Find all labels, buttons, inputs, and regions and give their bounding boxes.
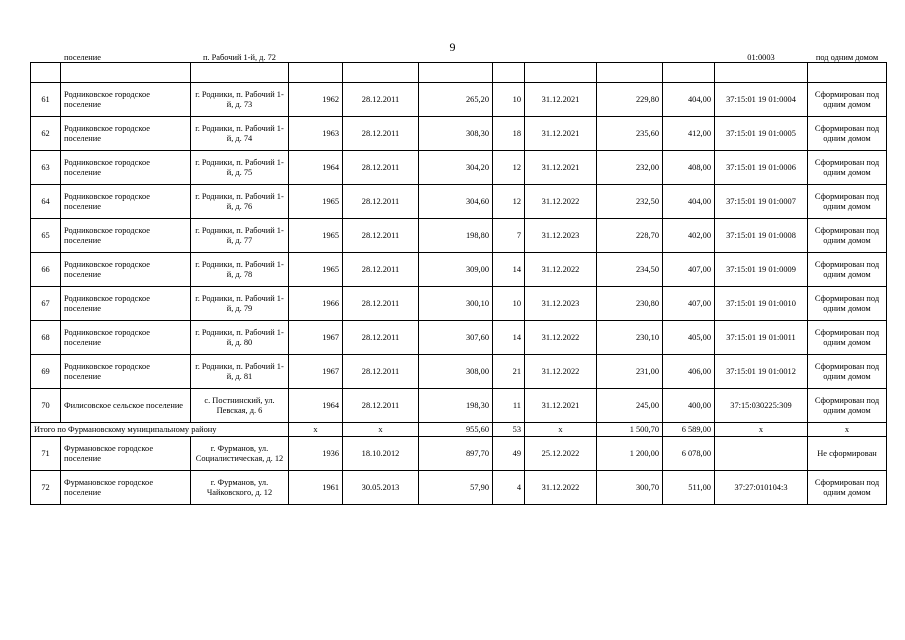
- cell-year: 1964: [289, 151, 343, 185]
- cell-date-recognized: 28.12.2011: [343, 253, 419, 287]
- table-row: [31, 151, 887, 185]
- cell-cost: 406,00: [663, 355, 715, 389]
- cell-year: 1961: [289, 471, 343, 505]
- cell-status: Сформирован под одним домом: [808, 321, 887, 355]
- cell-planned-date: 31.12.2022: [525, 321, 597, 355]
- cell-date-recognized: 28.12.2011: [343, 151, 419, 185]
- cell-settlement: Родниковское городское поселение: [61, 321, 191, 355]
- cell-planned-date: 31.12.2022: [525, 471, 597, 505]
- cell-date-recognized: 30.05.2013: [343, 471, 419, 505]
- cell-cost: 6 589,00: [663, 423, 715, 437]
- cell-num: 66: [31, 253, 61, 287]
- cell-settlement: Родниковское городское поселение: [61, 355, 191, 389]
- cell-date-recognized: 28.12.2011: [343, 355, 419, 389]
- cell-num: 62: [31, 117, 61, 151]
- cell-num: 64: [31, 185, 61, 219]
- cell-address: п. Рабочий 1-й, д. 72: [191, 63, 289, 83]
- table-row: [31, 253, 887, 287]
- cell-year: 1936: [289, 437, 343, 471]
- cell-area: 304,20: [419, 151, 493, 185]
- cell-address: г. Родники, п. Рабочий 1-й, д. 81: [191, 355, 289, 389]
- cell-area: 955,60: [419, 423, 493, 437]
- cell-year: 1966: [289, 287, 343, 321]
- cell-planned-date: 31.12.2021: [525, 117, 597, 151]
- cell-settlement: поселение: [61, 63, 191, 83]
- cell-date-recognized: 28.12.2011: [343, 321, 419, 355]
- cell-residents: 53: [493, 423, 525, 437]
- cell-cadastral: x: [715, 423, 808, 437]
- cell-residents: 21: [493, 355, 525, 389]
- cell-planned-date: x: [525, 423, 597, 437]
- cell-num: 63: [31, 151, 61, 185]
- cell-status: Сформирован под одним домом: [808, 219, 887, 253]
- cell-year: x: [289, 423, 343, 437]
- cell-cadastral: 37:15:01 19 01:0006: [715, 151, 808, 185]
- cell-area: [419, 63, 493, 83]
- cell-num: 61: [31, 83, 61, 117]
- cell-planned-date: 31.12.2022: [525, 355, 597, 389]
- cell-num: 72: [31, 471, 61, 505]
- cell-settlement: Родниковское городское поселение: [61, 151, 191, 185]
- cell-year: 1965: [289, 185, 343, 219]
- cell-date-recognized: [343, 63, 419, 83]
- cell-residents: 7: [493, 219, 525, 253]
- cell-planned-date: 31.12.2022: [525, 253, 597, 287]
- cell-area: 309,00: [419, 253, 493, 287]
- cell-cost: 400,00: [663, 389, 715, 423]
- cell-settlement: Родниковское городское поселение: [61, 83, 191, 117]
- cell-cadastral: 01:0003: [715, 63, 808, 83]
- cell-settlement: Фурмановское городское поселение: [61, 471, 191, 505]
- cell-settlement: Родниковское городское поселение: [61, 287, 191, 321]
- cell-cost: 402,00: [663, 219, 715, 253]
- table-row: [31, 389, 887, 423]
- cell-address: с. Постнинский, ул. Певская, д. 6: [191, 389, 289, 423]
- cell-residents: 12: [493, 185, 525, 219]
- cell-area: 897,70: [419, 437, 493, 471]
- cell-address: г. Родники, п. Рабочий 1-й, д. 79: [191, 287, 289, 321]
- cell-year: 1963: [289, 117, 343, 151]
- cell-settlement: Филисовское сельское поселение: [61, 389, 191, 423]
- cell-year: 1964: [289, 389, 343, 423]
- cell-residents: 14: [493, 253, 525, 287]
- cell-num: 70: [31, 389, 61, 423]
- cell-land-area: 245,00: [597, 389, 663, 423]
- cell-num: 67: [31, 287, 61, 321]
- cell-status: Сформирован под одним домом: [808, 83, 887, 117]
- cell-residents: 10: [493, 83, 525, 117]
- table-row: [31, 355, 887, 389]
- cell-land-area: 234,50: [597, 253, 663, 287]
- cell-address: г. Родники, п. Рабочий 1-й, д. 76: [191, 185, 289, 219]
- cell-cadastral: 37:15:01 19 01:0012: [715, 355, 808, 389]
- cell-land-area: 300,70: [597, 471, 663, 505]
- cell-settlement: Родниковское городское поселение: [61, 253, 191, 287]
- cell-residents: 14: [493, 321, 525, 355]
- cell-planned-date: 31.12.2021: [525, 389, 597, 423]
- cell-cost: [663, 63, 715, 83]
- cell-num: [31, 63, 61, 83]
- cell-cadastral: [715, 437, 808, 471]
- cell-cadastral: 37:15:01 19 01:0010: [715, 287, 808, 321]
- cell-date-recognized: 28.12.2011: [343, 219, 419, 253]
- table-row-total: [31, 423, 887, 437]
- cell-date-recognized: 28.12.2011: [343, 117, 419, 151]
- cell-land-area: 235,60: [597, 117, 663, 151]
- cell-status: Сформирован под одним домом: [808, 253, 887, 287]
- cell-year: [289, 63, 343, 83]
- cell-year: 1962: [289, 83, 343, 117]
- table-row: [31, 117, 887, 151]
- cell-date-recognized: 28.12.2011: [343, 185, 419, 219]
- cell-cost: 407,00: [663, 253, 715, 287]
- cell-status: Сформирован под одним домом: [808, 355, 887, 389]
- cell-status: Сформирован под одним домом: [808, 389, 887, 423]
- cell-status: x: [808, 423, 887, 437]
- cell-address: г. Родники, п. Рабочий 1-й, д. 80: [191, 321, 289, 355]
- cell-cadastral: 37:15:01 19 01:0008: [715, 219, 808, 253]
- cell-residents: 10: [493, 287, 525, 321]
- cell-land-area: 1 500,70: [597, 423, 663, 437]
- cell-land-area: 232,00: [597, 151, 663, 185]
- cell-address: г. Фурманов, ул. Чайковского, д. 12: [191, 471, 289, 505]
- cell-area: 57,90: [419, 471, 493, 505]
- cell-cadastral: 37:15:030225:309: [715, 389, 808, 423]
- cell-area: 308,00: [419, 355, 493, 389]
- table-row: [31, 471, 887, 505]
- cell-land-area: [597, 63, 663, 83]
- cell-planned-date: 31.12.2023: [525, 219, 597, 253]
- cell-planned-date: 25.12.2022: [525, 437, 597, 471]
- cell-status: Сформирован под одним домом: [808, 471, 887, 505]
- cell-settlement: Родниковское городское поселение: [61, 219, 191, 253]
- cell-land-area: 228,70: [597, 219, 663, 253]
- cell-address: г. Родники, п. Рабочий 1-й, д. 78: [191, 253, 289, 287]
- table-row: [31, 219, 887, 253]
- cell-date-recognized: 28.12.2011: [343, 287, 419, 321]
- cell-status: Сформирован под одним домом: [808, 287, 887, 321]
- cell-planned-date: [525, 63, 597, 83]
- registry-table-body: [31, 53, 887, 505]
- cell-land-area: 230,10: [597, 321, 663, 355]
- cell-status: Сформирован под одним домом: [808, 117, 887, 151]
- housing-registry-table: [30, 53, 887, 505]
- cell-area: 198,30: [419, 389, 493, 423]
- cell-cadastral: 37:15:01 19 01:0007: [715, 185, 808, 219]
- table-row: [31, 321, 887, 355]
- cell-address: г. Родники, п. Рабочий 1-й, д. 77: [191, 219, 289, 253]
- table-row: [31, 437, 887, 471]
- cell-cadastral: 37:15:01 19 01:0004: [715, 83, 808, 117]
- cell-year: 1967: [289, 355, 343, 389]
- cell-status: под одним домом: [808, 63, 887, 83]
- cell-year: 1965: [289, 219, 343, 253]
- cell-residents: 11: [493, 389, 525, 423]
- cell-land-area: 231,00: [597, 355, 663, 389]
- table-row: [31, 287, 887, 321]
- cell-cadastral: 37:27:010104:3: [715, 471, 808, 505]
- cell-settlement: Родниковское городское поселение: [61, 185, 191, 219]
- cell-num: 71: [31, 437, 61, 471]
- cell-land-area: 1 200,00: [597, 437, 663, 471]
- cell-date-recognized: 28.12.2011: [343, 83, 419, 117]
- cell-area: 198,80: [419, 219, 493, 253]
- cell-year: 1965: [289, 253, 343, 287]
- cell-date-recognized: 18.10.2012: [343, 437, 419, 471]
- cell-cost: 6 078,00: [663, 437, 715, 471]
- cell-num: 68: [31, 321, 61, 355]
- cell-land-area: 230,80: [597, 287, 663, 321]
- cell-cost: 511,00: [663, 471, 715, 505]
- cell-cadastral: 37:15:01 19 01:0011: [715, 321, 808, 355]
- table-row-partial: [31, 63, 887, 83]
- cell-planned-date: 31.12.2021: [525, 151, 597, 185]
- cell-planned-date: 31.12.2023: [525, 287, 597, 321]
- cell-year: 1967: [289, 321, 343, 355]
- cell-area: 300,10: [419, 287, 493, 321]
- cell-land-area: 229,80: [597, 83, 663, 117]
- cell-num: 69: [31, 355, 61, 389]
- cell-status: Сформирован под одним домом: [808, 185, 887, 219]
- cell-cost: 407,00: [663, 287, 715, 321]
- cell-settlement: Родниковское городское поселение: [61, 117, 191, 151]
- cell-address: г. Родники, п. Рабочий 1-й, д. 74: [191, 117, 289, 151]
- cell-land-area: 232,50: [597, 185, 663, 219]
- cell-settlement: Фурмановское городское поселение: [61, 437, 191, 471]
- cell-address: г. Фурманов, ул. Социалистическая, д. 12: [191, 437, 289, 471]
- cell-date-recognized: 28.12.2011: [343, 389, 419, 423]
- cell-planned-date: 31.12.2022: [525, 185, 597, 219]
- cell-residents: [493, 63, 525, 83]
- cell-address: г. Родники, п. Рабочий 1-й, д. 73: [191, 83, 289, 117]
- cell-cost: 408,00: [663, 151, 715, 185]
- cell-cost: 405,00: [663, 321, 715, 355]
- cell-num: 65: [31, 219, 61, 253]
- cell-cost: 412,00: [663, 117, 715, 151]
- cell-area: 265,20: [419, 83, 493, 117]
- cell-status: Не сформирован: [808, 437, 887, 471]
- cell-cadastral: 37:15:01 19 01:0009: [715, 253, 808, 287]
- page-number: 9: [449, 40, 456, 54]
- cell-cadastral: 37:15:01 19 01:0005: [715, 117, 808, 151]
- cell-cost: 404,00: [663, 83, 715, 117]
- cell-status: Сформирован под одним домом: [808, 151, 887, 185]
- cell-total-label: Итого по Фурмановскому муниципальному району: [31, 423, 289, 437]
- table-row: [31, 83, 887, 117]
- cell-planned-date: 31.12.2021: [525, 83, 597, 117]
- cell-residents: 49: [493, 437, 525, 471]
- cell-address: г. Родники, п. Рабочий 1-й, д. 75: [191, 151, 289, 185]
- cell-area: 304,60: [419, 185, 493, 219]
- cell-date-recognized: x: [343, 423, 419, 437]
- table-row: [31, 185, 887, 219]
- cell-residents: 18: [493, 117, 525, 151]
- cell-cost: 404,00: [663, 185, 715, 219]
- cell-area: 307,60: [419, 321, 493, 355]
- cell-residents: 4: [493, 471, 525, 505]
- cell-area: 308,30: [419, 117, 493, 151]
- cell-residents: 12: [493, 151, 525, 185]
